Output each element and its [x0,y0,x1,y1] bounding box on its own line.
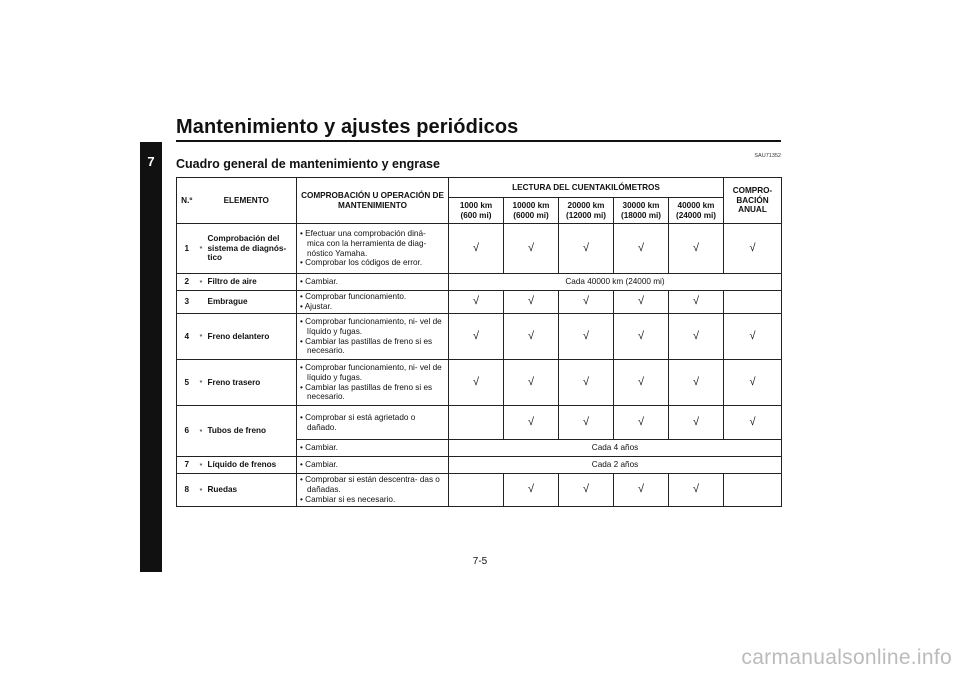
row-star-mark: * [197,224,205,274]
check-mark: √ [504,314,559,360]
row-item: Líquido de frenos [205,457,297,474]
check-mark: √ [614,474,669,507]
row-actions [297,274,449,291]
row-star-mark: * [197,360,205,406]
empty-cell [449,474,504,507]
table-row [177,274,782,291]
check-mark: √ [559,224,614,274]
row-number: 3 [177,291,197,314]
empty-cell [449,406,504,440]
check-mark: √ [449,314,504,360]
bullet-icon: • [300,412,306,422]
check-mark: √ [504,291,559,314]
empty-cell [724,291,782,314]
row-number: 5 [177,360,197,406]
header-km-2: 10000 km (6000 mi) [504,198,559,224]
row-item: Freno delantero [205,314,297,360]
header-anual: COMPRO- BACIÓN ANUAL [724,178,782,224]
action-text: Comprobar si están descentra- das o dañadas. [305,475,440,495]
table-row [177,457,782,474]
empty-cell [724,474,782,507]
row-actions [297,457,449,474]
header-km-5: 40000 km (24000 mi) [669,198,724,224]
check-mark: √ [669,360,724,406]
header-comprobacion: COMPROBACIÓN U OPERACIÓN DE MANTENIMIENTO [297,178,449,224]
bullet-icon: • [300,362,306,372]
bullet-icon: • [300,443,306,453]
action-list [300,475,445,505]
watermark: carmanualsonline.info [741,646,952,669]
bullet-icon: • [300,494,306,504]
bullet-icon: • [300,460,306,470]
action-text: Comprobar si está agrietado o dañado. [305,412,416,432]
action-text: Cambiar. [305,460,338,470]
action-item [300,413,445,433]
row-interval: Cada 40000 km (24000 mi) [449,274,782,291]
row-item: Embrague [205,291,297,314]
row-sub-action [297,440,449,457]
action-list [300,229,445,268]
row-actions [297,314,449,360]
row-star-mark: * [197,457,205,474]
check-mark: √ [614,406,669,440]
check-mark: √ [669,224,724,274]
check-mark: √ [724,360,782,406]
action-list [300,317,445,356]
action-text: Comprobar funcionamiento, ni- vel de líquido y fugas. [305,316,442,336]
row-star-mark [197,291,205,314]
check-mark: √ [614,314,669,360]
bullet-icon: • [300,228,306,238]
action-list [300,292,445,312]
row-actions [297,360,449,406]
check-mark: √ [724,224,782,274]
table-row [177,406,782,440]
action-text: Comprobar los códigos de error. [305,258,423,268]
check-mark: √ [724,406,782,440]
row-item: Tubos de freno [205,406,297,457]
action-item [300,277,445,287]
check-mark: √ [724,314,782,360]
row-number: 6 [177,406,197,457]
action-text: Comprobar funcionamiento. [305,292,407,302]
check-mark: √ [669,291,724,314]
action-item [300,383,445,403]
bullet-icon: • [300,277,306,287]
check-mark: √ [449,224,504,274]
action-text: Cambiar. [305,277,338,287]
bullet-icon: • [300,292,306,302]
row-star-mark: * [197,406,205,457]
check-mark: √ [614,291,669,314]
check-mark: √ [614,360,669,406]
row-number: 1 [177,224,197,274]
action-item [300,292,445,302]
row-actions [297,224,449,274]
row-item: Ruedas [205,474,297,507]
section-title: Cuadro general de mantenimiento y engrase [176,157,440,171]
header-lectura: LECTURA DEL CUENTAKILÓMETROS [449,178,724,198]
bullet-icon: • [300,316,306,326]
row-interval: Cada 4 años [449,440,782,457]
row-item: Comprobación del sistema de diagnós- tico [205,224,297,274]
action-item [300,337,445,357]
action-item [300,258,445,268]
check-mark: √ [449,291,504,314]
row-number: 8 [177,474,197,507]
action-text: Comprobar funcionamiento, ni- vel de líquido y fugas. [305,362,442,382]
action-text: Cambiar las pastillas de freno si es necesario. [305,382,433,402]
check-mark: √ [669,314,724,360]
row-actions [297,291,449,314]
table-row [177,360,782,406]
action-item [300,495,445,505]
table-row [177,474,782,507]
action-list [300,363,445,402]
action-text: Cambiar. [305,443,338,453]
action-text: Efectuar una comprobación diná- mica con la herramienta de diag- nóstico Yamaha. [305,228,427,258]
check-mark: √ [504,224,559,274]
header-km-1: 1000 km (600 mi) [449,198,504,224]
action-item [300,475,445,495]
action-item [300,317,445,337]
action-item [300,302,445,312]
check-mark: √ [504,474,559,507]
check-mark: √ [614,224,669,274]
bullet-icon: • [300,302,305,311]
row-number: 4 [177,314,197,360]
row-number: 7 [177,457,197,474]
header-elemento: ELEMENTO [197,178,297,224]
check-mark: √ [669,406,724,440]
row-number: 2 [177,274,197,291]
check-mark: √ [559,474,614,507]
reference-code: SAU71352 [754,153,781,159]
action-list [300,277,445,287]
row-actions [297,474,449,507]
check-mark: √ [559,291,614,314]
header-num: N.º [177,178,197,224]
chapter-number: 7 [147,154,155,169]
row-star-mark: * [197,314,205,360]
action-text: Ajustar. [304,302,333,311]
bullet-icon: • [300,475,306,485]
table-row [177,224,782,274]
check-mark: √ [559,406,614,440]
action-list [300,460,445,470]
action-item [300,363,445,383]
check-mark: √ [504,360,559,406]
row-item: Filtro de aire [205,274,297,291]
action-text: Cambiar las pastillas de freno si es necesario. [305,336,433,356]
action-list [300,413,445,433]
header-km-3: 20000 km (12000 mi) [559,198,614,224]
bullet-icon: • [300,382,306,392]
check-mark: √ [559,314,614,360]
page-title: Mantenimiento y ajustes periódicos [176,116,519,138]
action-item [300,229,445,259]
check-mark: √ [559,360,614,406]
action-item [300,460,445,470]
title-divider [176,140,781,142]
table-row [177,314,782,360]
row-item: Freno trasero [205,360,297,406]
bullet-icon: • [300,258,306,268]
chapter-tab [140,142,162,572]
check-mark: √ [504,406,559,440]
header-km-4: 30000 km (18000 mi) [614,198,669,224]
row-actions [297,406,449,440]
bullet-icon: • [300,336,306,346]
table-row [177,291,782,314]
row-star-mark: * [197,274,205,291]
maintenance-table [176,177,782,507]
check-mark: √ [449,360,504,406]
page-number: 7-5 [472,556,488,567]
action-text: Cambiar si es necesario. [305,494,396,504]
row-star-mark: * [197,474,205,507]
check-mark: √ [669,474,724,507]
row-interval: Cada 2 años [449,457,782,474]
